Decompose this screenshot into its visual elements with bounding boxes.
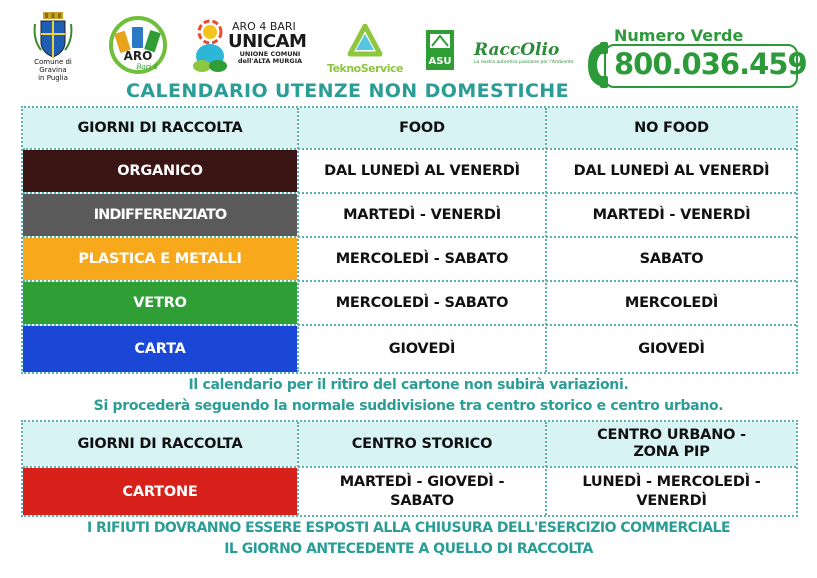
header — [0, 0, 817, 82]
waste-carta: CARTA — [23, 326, 297, 372]
nofood-organico: DAL LUNEDÌ AL VENERDÌ — [573, 163, 770, 179]
note-line-2: Si procederà seguendo la normale suddivisione tra centro storico e centro urbano. — [93, 398, 724, 414]
schedule-table-food — [21, 106, 798, 374]
crest-caption-1: Comune di — [34, 58, 72, 66]
centro-storico-l2: SABATO — [390, 492, 454, 509]
aro-logo-sub: Bari 4 — [136, 63, 158, 71]
divider — [23, 192, 796, 194]
raccolio-text: RaccOlio — [474, 40, 560, 60]
waste-organico: ORGANICO — [23, 150, 297, 192]
gravina-crest-logo — [22, 12, 84, 82]
unicam-logo — [190, 18, 312, 74]
unicam-line1: ARO 4 BARI — [232, 20, 296, 33]
nofood-vetro: MERCOLEDÌ — [624, 295, 719, 311]
header-centro-urbano-l1: CENTRO URBANO - — [597, 427, 746, 443]
recycle-triangle-icon — [322, 24, 408, 62]
crest-caption-3: in Puglia — [38, 74, 68, 82]
header-giorni: GIORNI DI RACCOLTA — [23, 108, 297, 148]
header-centro-urbano — [547, 422, 796, 466]
nofood-carta: GIOVEDÌ — [638, 341, 705, 357]
waste-cartone: CARTONE — [23, 468, 297, 515]
food-organico: DAL LUNEDÌ AL VENERDÌ — [324, 163, 520, 179]
numero-verde-number[interactable]: 800.036.459 — [614, 47, 807, 81]
numero-verde-label: Numero Verde — [614, 26, 744, 45]
header-centro-urbano-l2: ZONA PIP — [633, 444, 710, 460]
food-indifferenziato: MARTEDÌ - VENERDÌ — [343, 207, 501, 223]
teknoservice-logo — [322, 24, 408, 76]
nofood-plastica: SABATO — [639, 251, 704, 267]
food-vetro: MERCOLEDÌ - SABATO — [335, 295, 509, 311]
asu-icon — [420, 26, 460, 76]
unicam-line2: UNICAM — [228, 31, 307, 52]
asu-text: ASU — [428, 56, 452, 67]
divider — [23, 280, 796, 282]
unicam-line3b: dell'ALTA MURGIA — [237, 57, 303, 65]
footer-line-2: IL GIORNO ANTECEDENTE A QUELLO DI RACCOLTA — [224, 541, 593, 557]
footer-line-1: I RIFIUTI DOVRANNO ESSERE ESPOSTI ALLA CHIUSURA DELL'ESERCIZIO COMMERCIALE — [86, 520, 731, 536]
waste-indifferenziato: INDIFFERENZIATO — [23, 194, 297, 236]
divider — [23, 148, 796, 150]
page-title: CALENDARIO UTENZE NON DOMESTICHE — [126, 80, 569, 102]
divider — [23, 324, 796, 326]
centro-urbano-l2: VENERDÌ — [636, 492, 707, 509]
tekno-text: TeknoService — [327, 62, 403, 75]
food-plastica: MERCOLEDÌ - SABATO — [335, 251, 509, 267]
divider — [23, 466, 796, 468]
raccolio-logo — [474, 40, 578, 76]
divider — [545, 422, 547, 515]
waste-plastica: PLASTICA E METALLI — [23, 238, 297, 280]
centro-urbano-l1: LUNEDÌ - MERCOLEDÌ - — [582, 473, 761, 490]
nofood-indifferenziato: MARTEDÌ - VENERDÌ — [592, 207, 751, 223]
header-food: FOOD — [299, 108, 545, 148]
crest-icon — [33, 12, 73, 58]
unicam-line3a: UNIONE COMUNI — [239, 50, 301, 58]
divider — [297, 422, 299, 515]
divider — [23, 236, 796, 238]
centro-storico-cartone — [299, 468, 545, 515]
header-centro-storico: CENTRO STORICO — [299, 422, 545, 466]
waste-vetro: VETRO — [23, 282, 297, 324]
schedule-table-cartone — [21, 420, 798, 517]
crest-caption-2: Gravina — [39, 66, 67, 74]
centro-storico-l1: MARTEDÌ - GIOVEDÌ - — [339, 473, 505, 490]
header-giorni-2: GIORNI DI RACCOLTA — [23, 422, 297, 466]
asu-logo — [420, 26, 460, 76]
aro-logo-text: ARO — [123, 49, 153, 63]
unicam-line3 — [230, 51, 310, 65]
aro-logo-icon — [105, 16, 171, 74]
centro-urbano-cartone — [547, 468, 796, 515]
aro-bari4-logo — [105, 16, 171, 74]
raccolio-sub: La nostra autentica passione per l'Ambiente — [474, 60, 574, 65]
header-no-food: NO FOOD — [547, 108, 796, 148]
note-line-1: Il calendario per il ritiro del cartone non subirà variazioni. — [188, 377, 629, 393]
food-carta: GIOVEDÌ — [388, 341, 456, 357]
unicam-people-icon — [190, 18, 230, 74]
